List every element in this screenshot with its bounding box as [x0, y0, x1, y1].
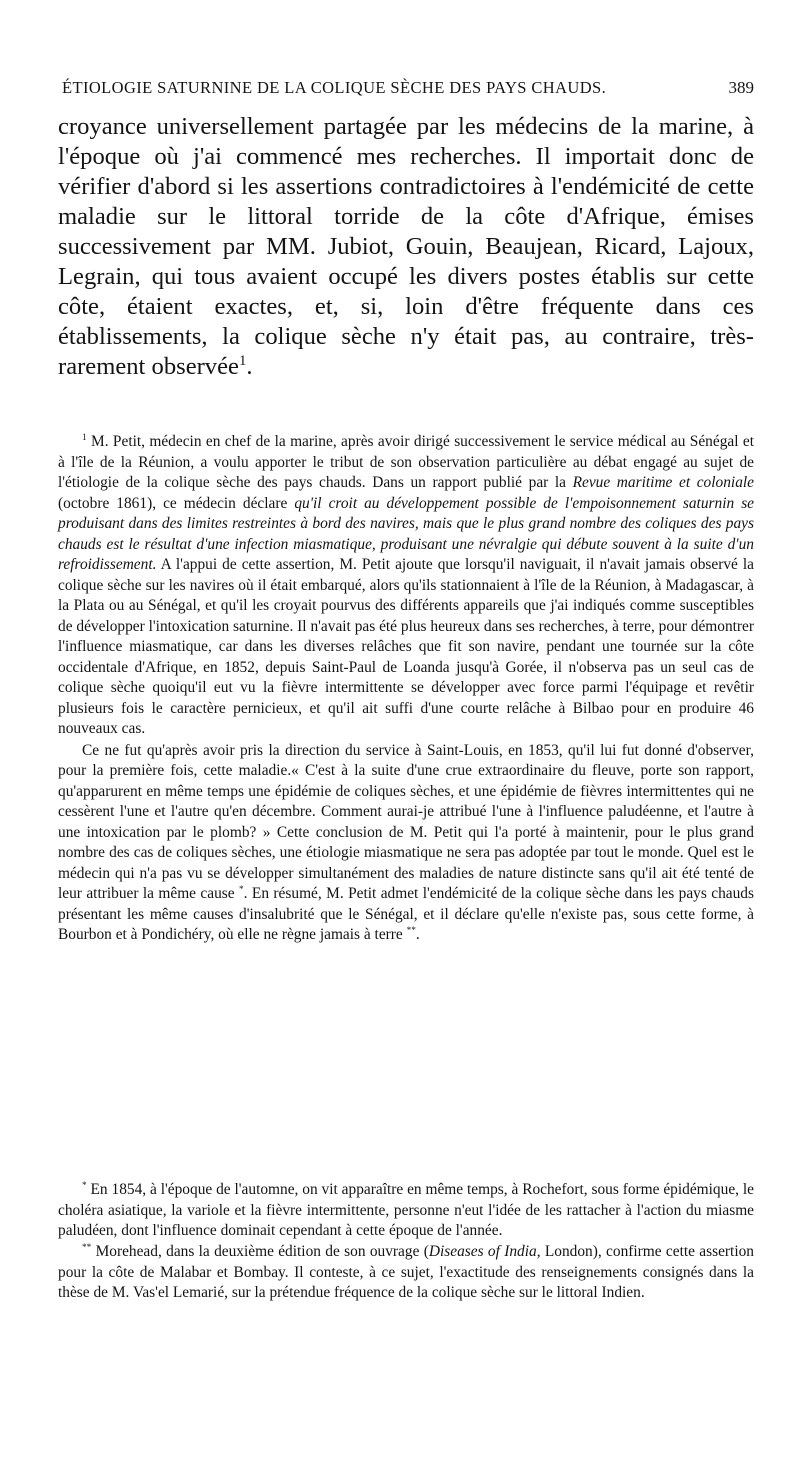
footnote-1 [58, 432, 754, 946]
footnote-3-paragraph [58, 1242, 754, 1304]
book-title: Diseases of India [428, 1243, 537, 1260]
footnote-1-paragraph-2 [58, 741, 754, 946]
footnote-1-text-b: (octobre 1861), ce médecin déclare [58, 494, 295, 512]
footnote-1-quotation: qu'il croit au développement possible de l'empoisonnement saturnin se produisant dans des limites restreintes à bord des navires, mais que le plus grand nombre des coliques des pays chauds est le résultat d'une infection miasmatique, produisant une névralgie qui débute souvent à la suite d'un refroidissement. [58, 494, 755, 573]
main-text [58, 112, 754, 382]
footnote-1-text-e: . En résumé, M. Petit admet l'endémicité de la colique sèche dans les pays chauds présentant les même causes d'insalubrité que le Sénégal, et il déclare qu'elle n'existe pas, sous cette forme, à Bourbon et à Pondichéry, où elle ne règne jamais à terre [58, 885, 754, 943]
footnote-1-paragraph-1 [58, 432, 754, 740]
footnote-3 [58, 1242, 754, 1304]
footnote-3-reference: ** [406, 924, 416, 935]
body-paragraph: croyance universellement partagée par les médecins de la marine, à l'époque où j'ai commencé mes recherches. Il importait donc de vérifier d'abord si les assertions contradictoires à l'endémicité de cette maladie sur le littoral torride de la côte d'Afrique, émises successivement par MM. Jubiot, Gouin, Beaujean, Ricard, Lajoux, Legrain, qui tous avaient occupé les divers postes établis sur cette côte, étaient exactes, et, si, loin d'être fréquente dans ces établissements, la colique sèche n'y était pas, au contraire, très-rarement observée$^1$. [58, 113, 754, 380]
body-paragraph-text: croyance universellement partagée par les médecins de la marine, à l'époque où j'ai commencé mes recherches. Il importait donc de vérifier d'abord si les assertions contradictoires à l'endémicité de cette maladie sur le littoral torride de la côte d'Afrique, émises successivement par MM. Jubiot, Gouin, Beaujean, Ricard, Lajoux, Legrain, qui tous avaient occupé les divers postes établis sur cette côte, étaient exactes, et, si, loin d'être fréquente dans ces établissements, la colique sèche n'y était pas, au contraire, très-rarement observée [58, 113, 754, 380]
footnote-2-paragraph [58, 1180, 754, 1242]
page-header [62, 78, 754, 98]
footnote-3-text-b: , London), confirme cette assertion pour la côte de Malabar et Bombay. Il conteste, à ce sujet, l'exactitude des renseignements consignés dans la thèse de M. Vas'el Lemarié, sur la prétendue fréquence de la colique sèche sur le littoral Indien. [58, 1243, 754, 1301]
footnote-1-text-a: M. Petit, médecin en chef de la marine, après avoir dirigé successivement le service médical au Sénégal et à l'île de la Réunion, a voulu apporter le tribut de son observation particulière au débat engagé au sujet de l'étiologie de la colique sèche des pays chauds. Dans un rapport publié par la [58, 433, 754, 491]
page-number: 389 [728, 78, 754, 97]
footnote-reference: 1 [238, 352, 247, 369]
footnote-2 [58, 1180, 754, 1242]
footnote-1-marker: 1 [82, 431, 87, 442]
footnote-3-text-a: Morehead, dans la deuxième édition de son ouvrage ( [95, 1243, 429, 1260]
footnote-2-marker: * [82, 1179, 87, 1190]
footnote-2-reference: * [239, 883, 244, 894]
footnote-1-text-f: . [415, 926, 420, 943]
footnote-2-text: En 1854, à l'époque de l'automne, on vit apparaître en même temps, à Rochefort, sous forme épidémique, le choléra asiatique, la variole et la fièvre intermittente, personne n'eut l'idée de les rattacher à l'action du miasme paludéen, dont l'influence dominait cependant à cette époque de l'année. [58, 1181, 754, 1239]
journal-title: Revue maritime et coloniale [572, 474, 754, 491]
footnote-1-text-c: A l'appui de cette assertion, M. Petit ajoute que lorsqu'il naviguait, il n'avait jamais observé la colique sèche sur les navires où il était embarqué, alors qu'ils stationnaient à l'île de la Réunion, à Madagascar, à la Plata ou au Sénégal, et qu'il les croyait pourvus des différents appareils que j'ai indiqués comme susceptibles de développer l'intoxication saturnine. Il n'avait pas été plus heureux dans ses recherches, à terre, pour démontrer l'influence miasmatique, car dans les diverses relâches que fit son navire, pendant une tournée sur la côte occidentale d'Afrique, en 1852, depuis Saint-Paul de Loanda jusqu'à Gorée, il n'observa pas un seul cas de colique sèche quoiqu'il eut vu la fièvre intermittente se développer avec force parmi l'équipage et revêtir plusieurs fois le caractère pernicieux, et qu'il ait suffi d'une courte relâche à Bilbao pour en produire 46 nouveaux cas. [58, 556, 754, 737]
running-title: ÉTIOLOGIE SATURNINE DE LA COLIQUE SÈCHE DES PAYS CHAUDS. [62, 78, 607, 97]
footnote-3-marker: ** [82, 1241, 92, 1252]
footnote-1-text-d: Ce ne fut qu'après avoir pris la direction du service à Saint-Louis, en 1853, qu'il lui fut donné d'observer, pour la première fois, cette maladie.« C'est à la suite d'une crue extraordinaire du fleuve, porte son rapport, qu'apparurent en même temps une épidémie de coliques sèches, et une épidémie de fièvres intermittentes qui ne cessèrent l'une et l'autre qu'en décembre. Comment aurai-je attribué l'une à l'influence paludéenne, et l'autre à une intoxication par le plomb? » Cette conclusion de M. Petit qui l'a porté à maintenir, pour le plus grand nombre des cas de coliques sèches, une étiologie miasmatique ne sera pas adoptée par tout le monde. Quel est le médecin qui n'a pas vu se développer simultanément des maladies de nature distincte sans qu'il ait été tenté de leur attribuer la même cause [58, 741, 754, 902]
